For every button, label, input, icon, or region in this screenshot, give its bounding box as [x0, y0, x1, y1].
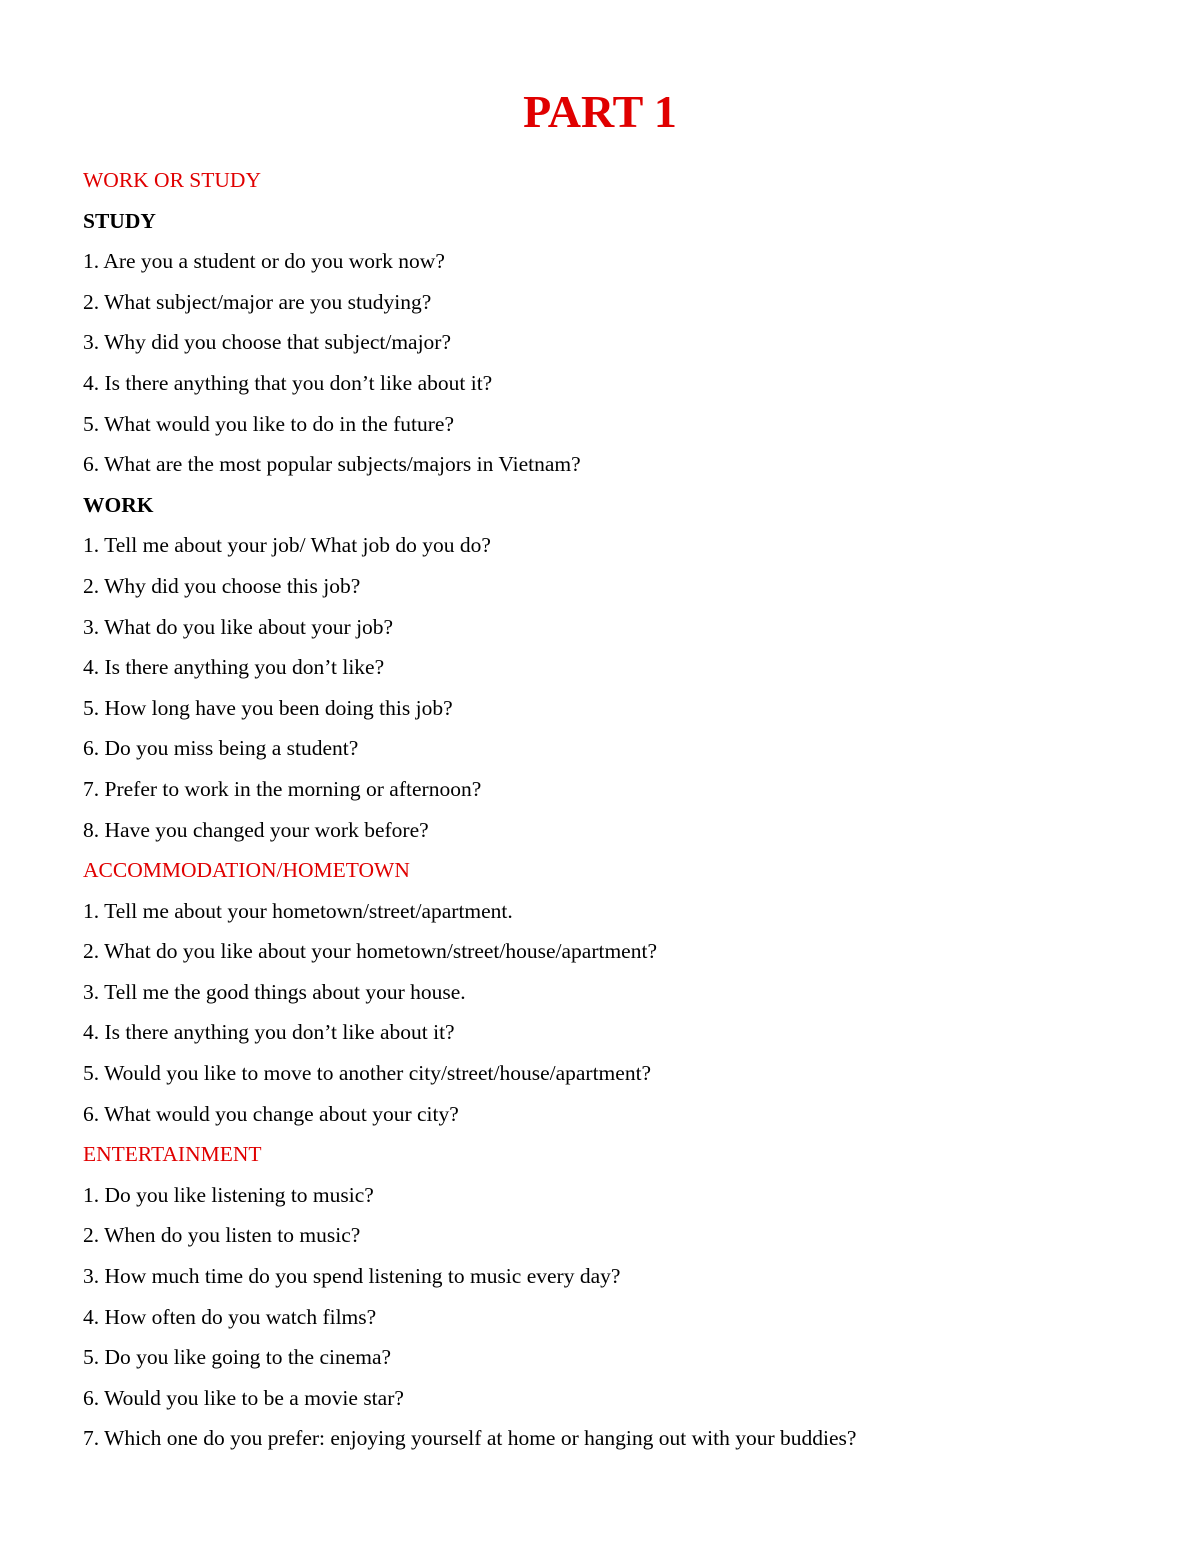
question-item: 3. Tell me the good things about your house. — [83, 979, 466, 1004]
section-heading: ENTERTAINMENT — [83, 1142, 262, 1167]
subsection-heading: STUDY — [83, 208, 156, 233]
question-item: 6. What are the most popular subjects/majors in Vietnam? — [83, 452, 581, 477]
question-item: 2. Why did you choose this job? — [83, 573, 361, 598]
question-item: 6. Would you like to be a movie star? — [83, 1385, 404, 1410]
question-item: 4. Is there anything you don’t like? — [83, 655, 385, 680]
question-item: 2. What subject/major are you studying? — [83, 289, 432, 314]
question-item: 5. Would you like to move to another city/street/house/apartment? — [83, 1061, 652, 1086]
question-item: 4. Is there anything that you don’t like about it? — [83, 370, 493, 395]
question-item: 7. Prefer to work in the morning or afternoon? — [83, 776, 482, 801]
question-item: 5. Do you like going to the cinema? — [83, 1345, 392, 1370]
question-item: 1. Tell me about your hometown/street/apartment. — [83, 898, 513, 923]
page-title: PART 1 — [523, 86, 677, 137]
question-list — [83, 160, 1123, 1459]
question-item: 2. What do you like about your hometown/street/house/apartment? — [83, 939, 657, 964]
question-item: 1. Tell me about your job/ What job do you do? — [83, 533, 491, 558]
section-heading: WORK OR STUDY — [83, 168, 261, 192]
question-item: 1. Are you a student or do you work now? — [83, 249, 445, 274]
question-item: 1. Do you like listening to music? — [83, 1182, 374, 1207]
question-item: 8. Have you changed your work before? — [83, 817, 429, 842]
question-item: 6. Do you miss being a student? — [83, 736, 359, 761]
section-heading: ACCOMMODATION/HOMETOWN — [83, 858, 410, 883]
question-item: 4. How often do you watch films? — [83, 1304, 377, 1329]
question-item: 3. How much time do you spend listening to music every day? — [83, 1264, 621, 1289]
question-item: 7. Which one do you prefer: enjoying yourself at home or hanging out with your buddies? — [83, 1426, 857, 1451]
question-item: 5. What would you like to do in the future? — [83, 411, 455, 436]
question-item: 6. What would you change about your city? — [83, 1101, 459, 1126]
question-item: 4. Is there anything you don’t like about it? — [83, 1020, 455, 1045]
question-item: 3. Why did you choose that subject/major? — [83, 330, 452, 355]
question-item: 5. How long have you been doing this job? — [83, 695, 453, 720]
question-item: 3. What do you like about your job? — [83, 614, 394, 639]
subsection-heading: WORK — [83, 492, 154, 517]
question-item: 2. When do you listen to music? — [83, 1223, 361, 1248]
